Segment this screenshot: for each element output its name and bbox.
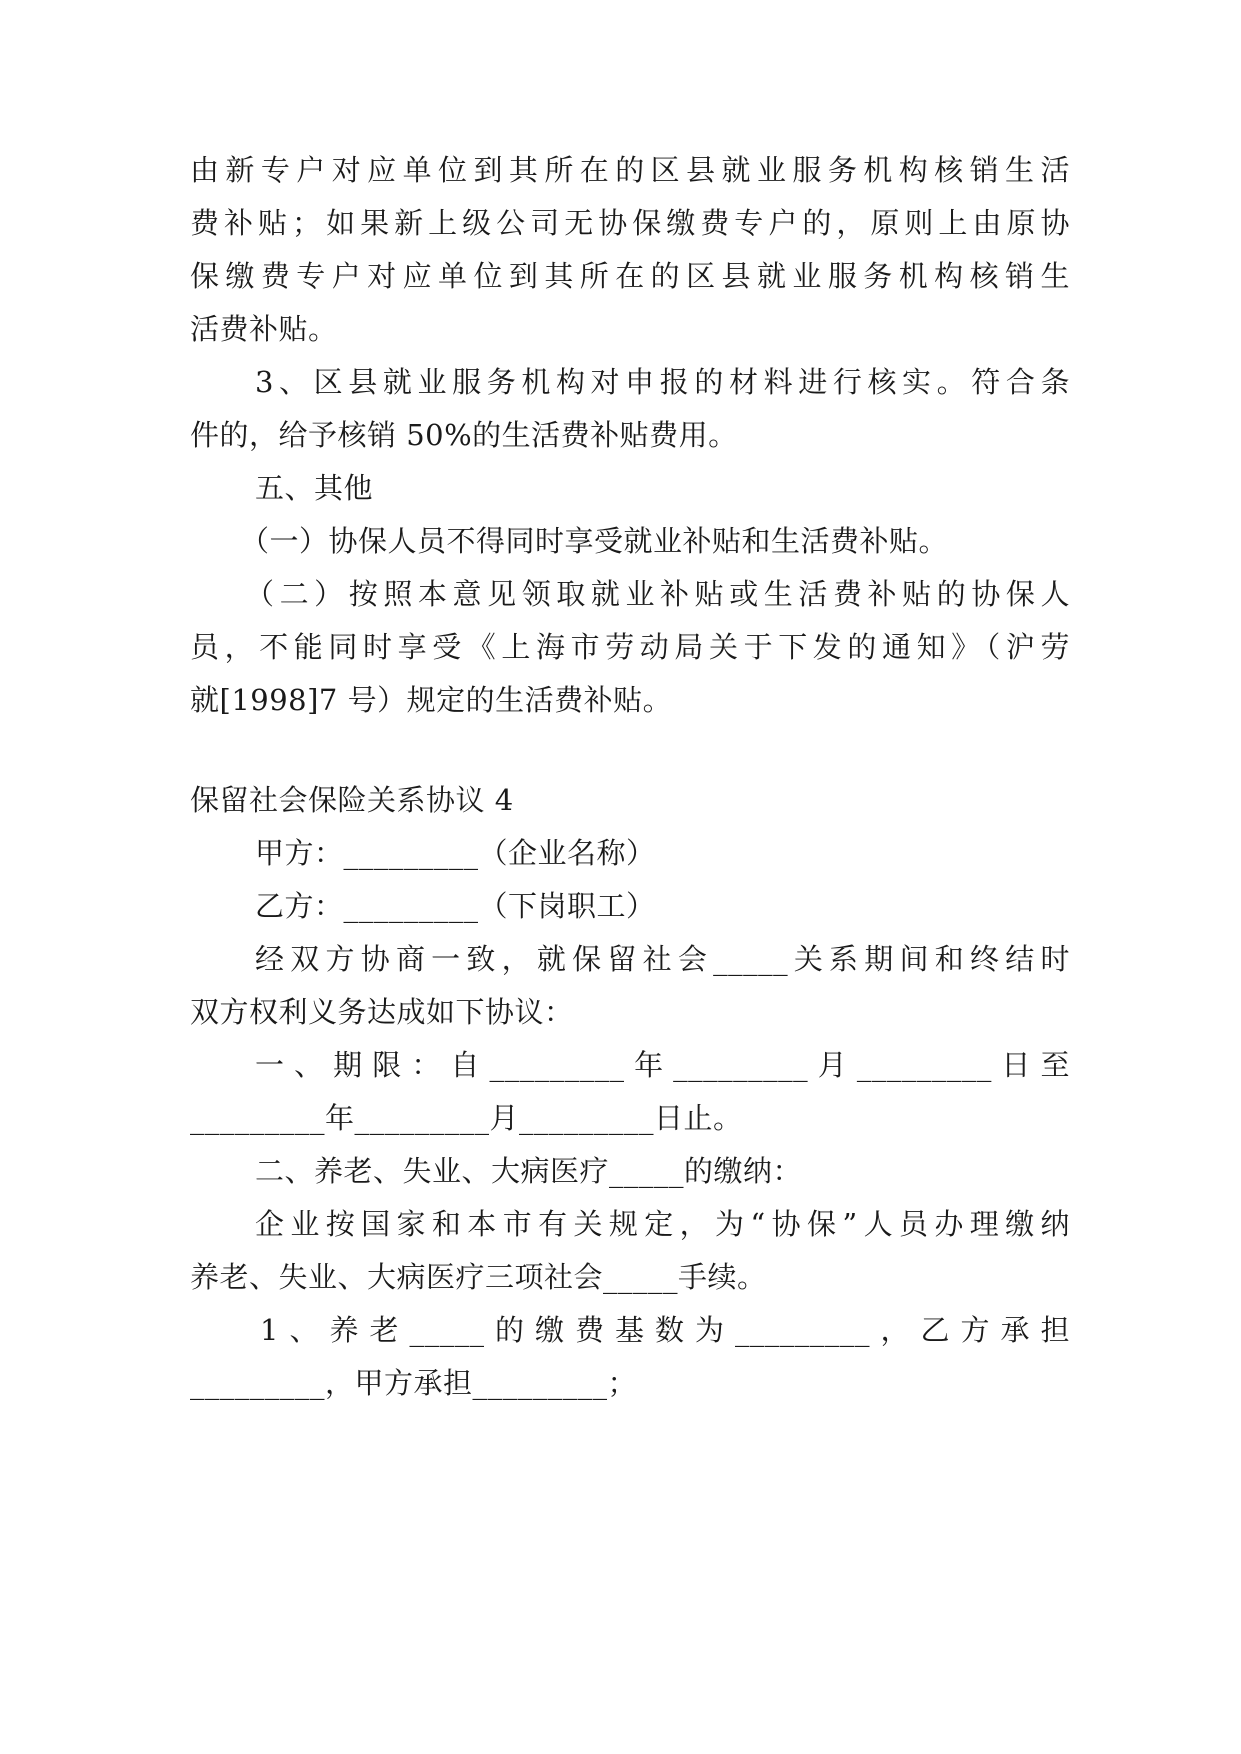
party-b-line: 乙方：_________（下岗职工） — [255, 889, 656, 923]
paragraph-line: 就[1998]7 号）规定的生活费补贴。 — [190, 683, 673, 717]
paragraph-line: 养老、失业、大病医疗三项社会_____手续。 — [190, 1260, 767, 1294]
party-a-line: 甲方：_________（企业名称） — [255, 836, 656, 870]
section-heading: 二、养老、失业、大病医疗_____的缴纳： — [255, 1154, 803, 1188]
term-line: _________年_________月_________日止。 — [190, 1101, 743, 1135]
paragraph-line: 经双方协商一致，就保留社会_____关系期间和终结时 — [255, 942, 1070, 976]
paragraph-line: 双方权利义务达成如下协议： — [190, 995, 574, 1029]
paragraph-line: 员，不能同时享受《上海市劳动局关于下发的通知》（沪劳 — [190, 630, 1070, 664]
paragraph-line: 活费补贴。 — [190, 312, 338, 346]
paragraph-line: （一）协保人员不得同时享受就业补贴和生活费补贴。 — [240, 524, 949, 558]
paragraph-line: 企业按国家和本市有关规定，为“协保”人员办理缴纳 — [255, 1207, 1070, 1241]
paragraph-line: 由新专户对应单位到其所在的区县就业服务机构核销生活 — [190, 153, 1070, 187]
section-heading: 五、其他 — [255, 471, 374, 505]
paragraph-line: 保缴费专户对应单位到其所在的区县就业服务机构核销生 — [190, 259, 1070, 293]
paragraph-line: 1、养老_____的缴费基数为_________，乙方承担 — [260, 1313, 1070, 1347]
agreement-title: 保留社会保险关系协议 4 — [190, 783, 514, 817]
paragraph-line: （二）按照本意见领取就业补贴或生活费补贴的协保人 — [245, 577, 1070, 611]
paragraph-line: 费补贴；如果新上级公司无协保缴费专户的，原则上由原协 — [190, 206, 1070, 240]
paragraph-line: 件的，给予核销 50%的生活费补贴费用。 — [190, 418, 738, 452]
paragraph-line: 3、区县就业服务机构对申报的材料进行核实。符合条 — [255, 365, 1070, 399]
paragraph-line: _________，甲方承担_________； — [190, 1366, 638, 1400]
term-line: 一、期限：自_________年_________月_________日至 — [255, 1048, 1070, 1082]
